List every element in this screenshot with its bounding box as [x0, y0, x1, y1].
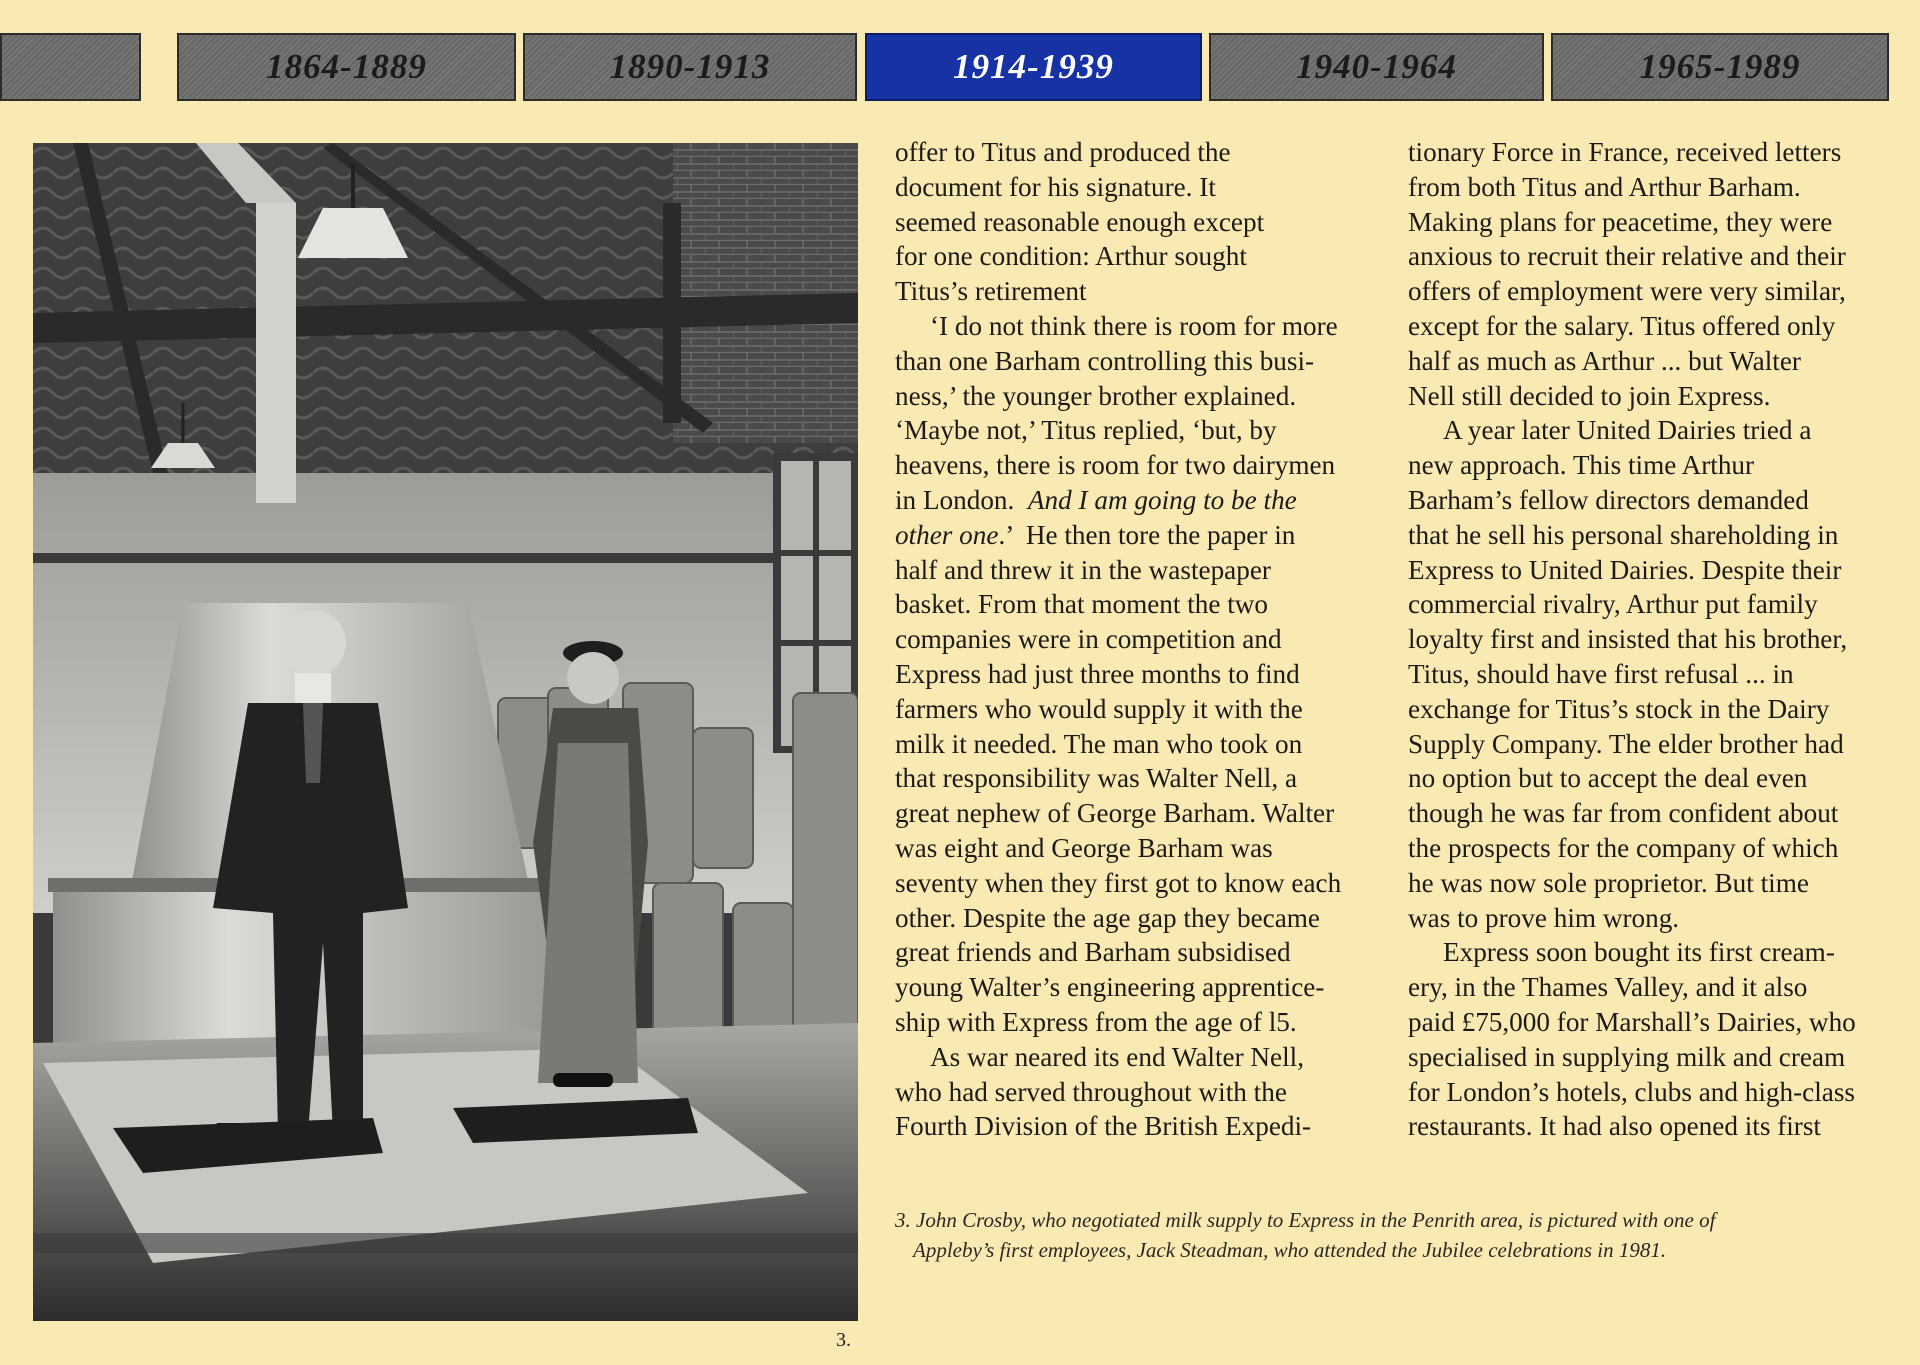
text-line: than one Barham controlling this busi-	[895, 345, 1315, 376]
caption-line: 3. John Crosby, who negotiated milk supply to Express in the Penrith area, is pictured with one of	[895, 1208, 1716, 1232]
text-line	[895, 518, 1390, 553]
text-line: paid £75,000 for Marshall’s Dairies, who	[1408, 1006, 1856, 1037]
text-line: Express to United Dairies. Despite their	[1408, 554, 1842, 585]
page-number: 3.	[836, 1329, 851, 1351]
text-line: other. Despite the age gap they became	[895, 902, 1321, 933]
text-line: Barham’s fellow directors demanded	[1408, 484, 1809, 515]
text-line: young Walter’s engineering apprentice-	[895, 972, 1325, 1003]
text-run: in London.	[895, 484, 1028, 515]
text-line: great nephew of George Barham. Walter	[895, 798, 1335, 829]
text-line: seventy when they first got to know each	[895, 867, 1342, 898]
article-column-2	[1408, 135, 1893, 1144]
text-line: ery, in the Thames Valley, and it also	[1408, 972, 1808, 1003]
text-run: .’ He then tore the paper in	[998, 519, 1296, 550]
text-line: half as much as Arthur ... but Walter	[1408, 345, 1801, 376]
text-line: was eight and George Barham was	[895, 832, 1273, 863]
tab-1914-1939[interactable]: 1914-1939	[865, 33, 1202, 101]
text-line: Express had just three months to find	[895, 658, 1300, 689]
tab-1864-1889[interactable]: 1864-1889	[177, 33, 516, 101]
text-line: restaurants. It had also opened its first	[1408, 1111, 1821, 1142]
text-line: ship with Express from the age of l5.	[895, 1006, 1297, 1037]
text-line: ‘I do not think there is room for more	[930, 310, 1338, 341]
text-line: farmers who would supply it with the	[895, 693, 1303, 724]
text-line: new approach. This time Arthur	[1408, 450, 1755, 481]
text-line: ‘Maybe not,’ Titus replied, ‘but, by	[895, 415, 1277, 446]
text-line: Making plans for peacetime, they were	[1408, 206, 1833, 237]
text-line: for one condition: Arthur sought	[895, 241, 1247, 272]
text-line: exchange for Titus’s stock in the Dairy	[1408, 693, 1830, 724]
text-line: seemed reasonable enough except	[895, 206, 1265, 237]
tab-previous-era[interactable]	[0, 33, 141, 101]
text-line: the prospects for the company of which	[1408, 832, 1839, 863]
text-line: that responsibility was Walter Nell, a	[895, 763, 1298, 794]
text-line: ness,’ the younger brother explained.	[895, 380, 1297, 411]
text-line: Express soon bought its first cream-	[1443, 937, 1835, 968]
text-line: companies were in competition and	[895, 624, 1282, 655]
text-line: half and threw it in the wastepaper	[895, 554, 1271, 585]
text-line: Titus, should have first refusal ... in	[1408, 658, 1794, 689]
tab-1940-1964[interactable]: 1940-1964	[1209, 33, 1544, 101]
text-line: heavens, there is room for two dairymen	[895, 450, 1336, 481]
text-line: specialised in supplying milk and cream	[1408, 1041, 1846, 1072]
text-line: though he was far from confident about	[1408, 798, 1839, 829]
text-line	[895, 483, 1390, 518]
tab-1965-1989[interactable]: 1965-1989	[1551, 33, 1889, 101]
text-line: As war neared its end Walter Nell,	[930, 1041, 1305, 1072]
text-line: basket. From that moment the two	[895, 589, 1269, 620]
text-line: from both Titus and Arthur Barham.	[1408, 171, 1801, 202]
text-line: for London’s hotels, clubs and high-class	[1408, 1076, 1856, 1107]
text-line: that he sell his personal shareholding in	[1408, 519, 1839, 550]
text-line: Fourth Division of the British Expedi-	[895, 1111, 1312, 1142]
text-line: was to prove him wrong.	[1408, 902, 1680, 933]
text-line: commercial rivalry, Arthur put family	[1408, 589, 1818, 620]
text-line: Titus’s retirement	[895, 276, 1087, 307]
italic-quote: And I am going to be the	[1027, 484, 1297, 515]
text-line: except for the salary. Titus offered only	[1408, 310, 1836, 341]
text-line: offers of employment were very similar,	[1408, 276, 1846, 307]
article-column-1	[895, 135, 1390, 1144]
photo-caption	[895, 1205, 1895, 1265]
caption-line: Appleby’s first employees, Jack Steadman, who attended the Jubilee celebrations in 1981.	[913, 1238, 1667, 1262]
text-line: A year later United Dairies tried a	[1443, 415, 1812, 446]
text-line: offer to Titus and produced the	[895, 137, 1231, 167]
text-line: who had served throughout with the	[895, 1076, 1287, 1107]
historic-creamery-photo	[33, 143, 858, 1321]
text-line: no option but to accept the deal even	[1408, 763, 1808, 794]
text-line: loyalty first and insisted that his brother,	[1408, 624, 1848, 655]
text-line: tionary Force in France, received letters	[1408, 137, 1842, 167]
text-line: great friends and Barham subsidised	[895, 937, 1291, 968]
text-line: Supply Company. The elder brother had	[1408, 728, 1844, 759]
text-line: he was now sole proprietor. But time	[1408, 867, 1809, 898]
text-line: anxious to recruit their relative and their	[1408, 241, 1846, 272]
italic-quote: other one	[895, 519, 999, 550]
text-line: Nell still decided to join Express.	[1408, 380, 1771, 411]
text-line: milk it needed. The man who took on	[895, 728, 1303, 759]
tab-1890-1913[interactable]: 1890-1913	[523, 33, 857, 101]
timeline-nav	[0, 33, 1920, 103]
text-line: document for his signature. It	[895, 171, 1216, 202]
